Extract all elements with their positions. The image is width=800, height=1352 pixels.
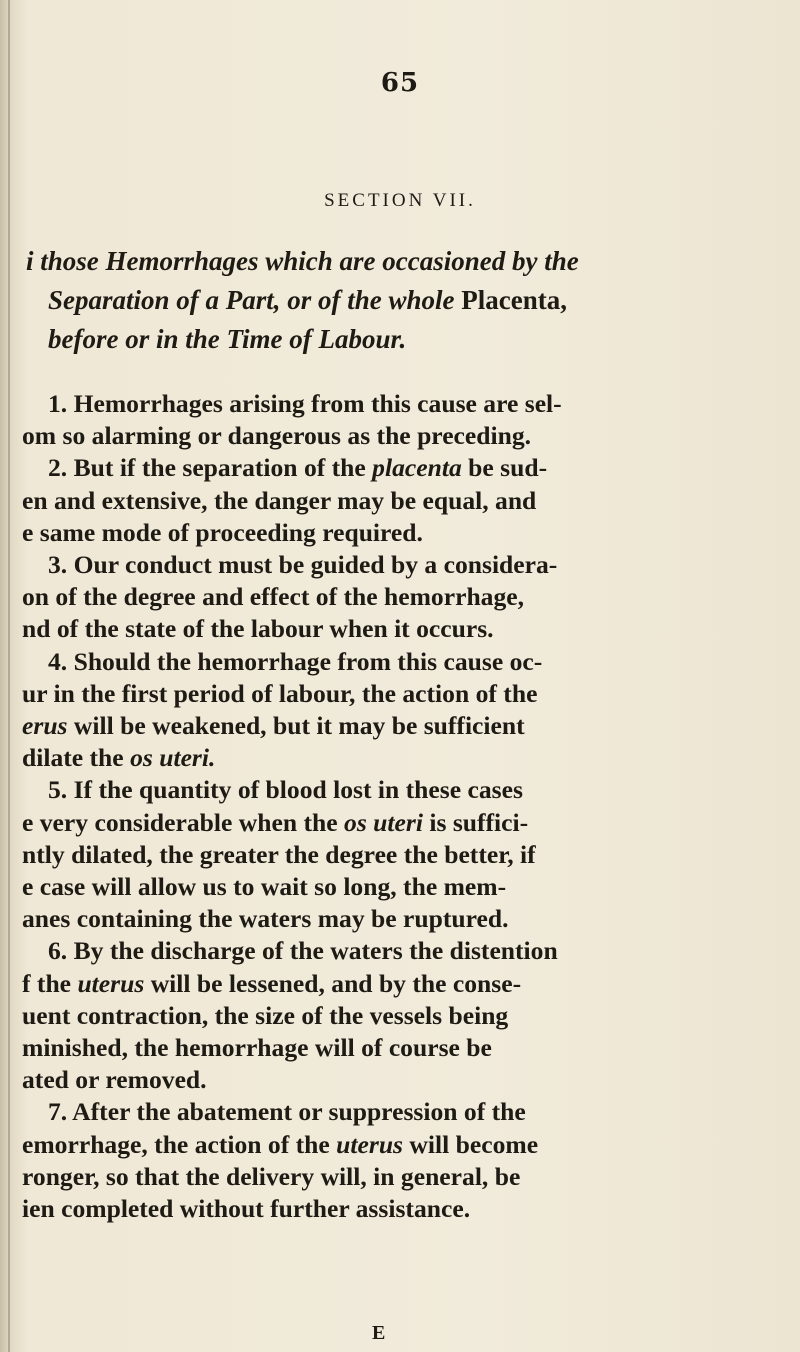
text-line: on of the degree and effect of the hemorrhage,: [22, 582, 525, 612]
text-line: om so alarming or dangerous as the preceding.: [22, 421, 532, 451]
text-line: ated or removed.: [22, 1065, 207, 1095]
text-run-italic: uterus: [77, 968, 145, 998]
body-text: [22, 388, 792, 1225]
text-run-italic: uterus: [336, 1129, 404, 1159]
title-line-2: [26, 281, 786, 320]
page-number: 65: [380, 68, 420, 98]
text-line: [22, 807, 792, 839]
text-run-italic: os uteri.: [130, 743, 216, 773]
section-title: [26, 242, 786, 359]
text-line: anes containing the waters may be ruptured.: [22, 904, 509, 934]
text-line: ien completed without further assistance.: [22, 1194, 471, 1224]
text-line: nd of the state of the labour when it occurs.: [22, 614, 494, 644]
text-line: [22, 452, 792, 484]
text-run: emorrhage, the action of the: [22, 1129, 337, 1159]
text-line: 7. After the abatement or suppression of the: [48, 1097, 526, 1127]
text-line: en and extensive, the danger may be equal, and: [22, 485, 537, 515]
text-line: ronger, so that the delivery will, in general, be: [22, 1161, 521, 1191]
text-run-italic: placenta: [372, 453, 462, 483]
text-line: ntly dilated, the greater the degree the better, if: [22, 839, 536, 869]
text-line: e same mode of proceeding required.: [22, 517, 423, 547]
text-line: ur in the first period of labour, the action of the: [22, 678, 538, 708]
section-heading: SECTION VII.: [324, 190, 476, 211]
text-line: minished, the hemorrhage will of course be: [22, 1033, 492, 1063]
text-run-italic: erus: [22, 711, 68, 741]
title-line-3: before or in the Time of Labour.: [48, 324, 407, 354]
text-line: [22, 1129, 792, 1161]
text-line: [22, 710, 792, 742]
text-line: 1. Hemorrhages arising from this cause are sel-: [48, 389, 562, 418]
signature-mark: E: [372, 1322, 386, 1344]
text-run: will become: [403, 1129, 539, 1159]
text-line: 6. By the discharge of the waters the distention: [48, 936, 558, 966]
text-line: 4. Should the hemorrhage from this cause oc-: [48, 646, 543, 676]
text-run: e very considerable when the: [22, 807, 345, 837]
text-line: [22, 968, 792, 1000]
text-run: f the: [22, 968, 78, 998]
text-line: e case will allow us to wait so long, the mem-: [22, 872, 507, 902]
text-line: 5. If the quantity of blood lost in these cases: [48, 775, 523, 805]
text-run: will be lessened, and by the conse-: [144, 968, 522, 998]
text-run: 2. But if the separation of the: [48, 453, 373, 483]
text-run-italic: os uteri: [344, 807, 423, 837]
text-line: 3. Our conduct must be guided by a considera-: [48, 550, 558, 580]
text-line: [22, 742, 792, 774]
title-line-2-italic: Separation of a Part, or of the whole: [48, 285, 462, 315]
title-line-2-roman: Placenta,: [461, 285, 568, 315]
text-line: uent contraction, the size of the vessels being: [22, 1000, 509, 1030]
text-run: will be weakened, but it may be sufficient: [67, 711, 525, 741]
text-run: is suffici-: [422, 807, 529, 837]
text-run: dilate the: [22, 743, 131, 773]
title-line-1: i those Hemorrhages which are occasioned by the: [26, 246, 579, 276]
text-run: be sud-: [461, 453, 548, 483]
